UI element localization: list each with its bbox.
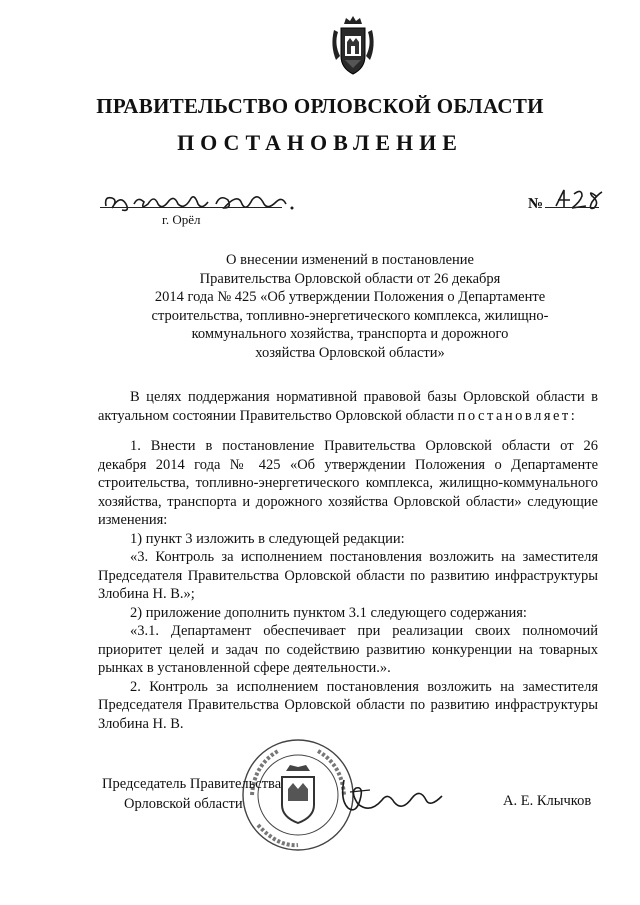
government-title: ПРАВИТЕЛЬСТВО ОРЛОВСКОЙ ОБЛАСТИ: [96, 94, 544, 118]
subject-line: 2014 года № 425 «Об утверждении Положения о Департаменте: [154, 289, 546, 305]
number-underline: [545, 207, 599, 208]
subject-line: коммунального хозяйства, транспорта и дорожного: [191, 326, 509, 342]
item-2-paragraph: 2. Контроль за исполнением постановления возложить на заместителя Председателя Правительства Орловской области по развитию инфраструктуры Злобина Н. В.: [98, 678, 598, 732]
document-body: [98, 388, 598, 733]
signatory-position: [102, 774, 281, 814]
subitem-1-paragraph: 1) пункт 3 изложить в следующей редакции:: [130, 530, 405, 547]
signatory-name: А. Е. Клычков: [503, 793, 592, 809]
subject-line: Правительства Орловской области от 26 декабря: [199, 270, 501, 287]
preamble-text: В целях поддержания нормативной правовой базы Орловской области в актуальном состоянии Правительство Орловской области: [98, 389, 598, 424]
subitem-2-text: «3.1. Департамент обеспечивает при реализации своих полномочий приоритет целей и задач по содействию развитию конкуренции на товарных рынках в установленной сфере деятельности.».: [98, 623, 598, 676]
coat-of-arms-icon: [330, 16, 376, 78]
handwritten-number: [550, 184, 610, 214]
handwritten-signature: [330, 770, 450, 820]
date-underline: [100, 207, 282, 208]
subject-line: О внесении изменений в постановление: [226, 252, 474, 268]
subject-line: хозяйства Орловской области»: [255, 344, 445, 361]
subitem-1-text: «3. Контроль за исполнением постановления возложить на заместителя Председателя Правительства Орловской области по развитию инфраструктуры Злобина Н. В.»;: [98, 549, 598, 602]
preamble-paragraph: [98, 388, 598, 425]
position-line: Орловской области: [124, 796, 243, 812]
number-sign: №: [528, 196, 544, 212]
document-type-title: ПОСТАНОВЛЕНИЕ: [177, 130, 463, 155]
subject-line: строительства, топливно-энергетического комплекса, жилищно-: [151, 307, 549, 324]
city-label: г. Орёл: [162, 212, 201, 227]
item-1-paragraph: 1. Внести в постановление Правительства Орловской области от 26 декабря 2014 года № 425 «Об утверждении Положения о Департаменте строительства, топливно-энергетического комплекса, жилищно-коммунального хозяйства, транспорта и дорожного хозяйства Орловской области» следующие изменения:: [98, 438, 598, 528]
preamble-verb: постановляет:: [457, 407, 578, 424]
subitem-2-paragraph: 2) приложение дополнить пунктом 3.1 следующего содержания:: [130, 604, 527, 621]
document-subject: [80, 251, 620, 362]
position-line: Председатель Правительства: [102, 776, 282, 792]
